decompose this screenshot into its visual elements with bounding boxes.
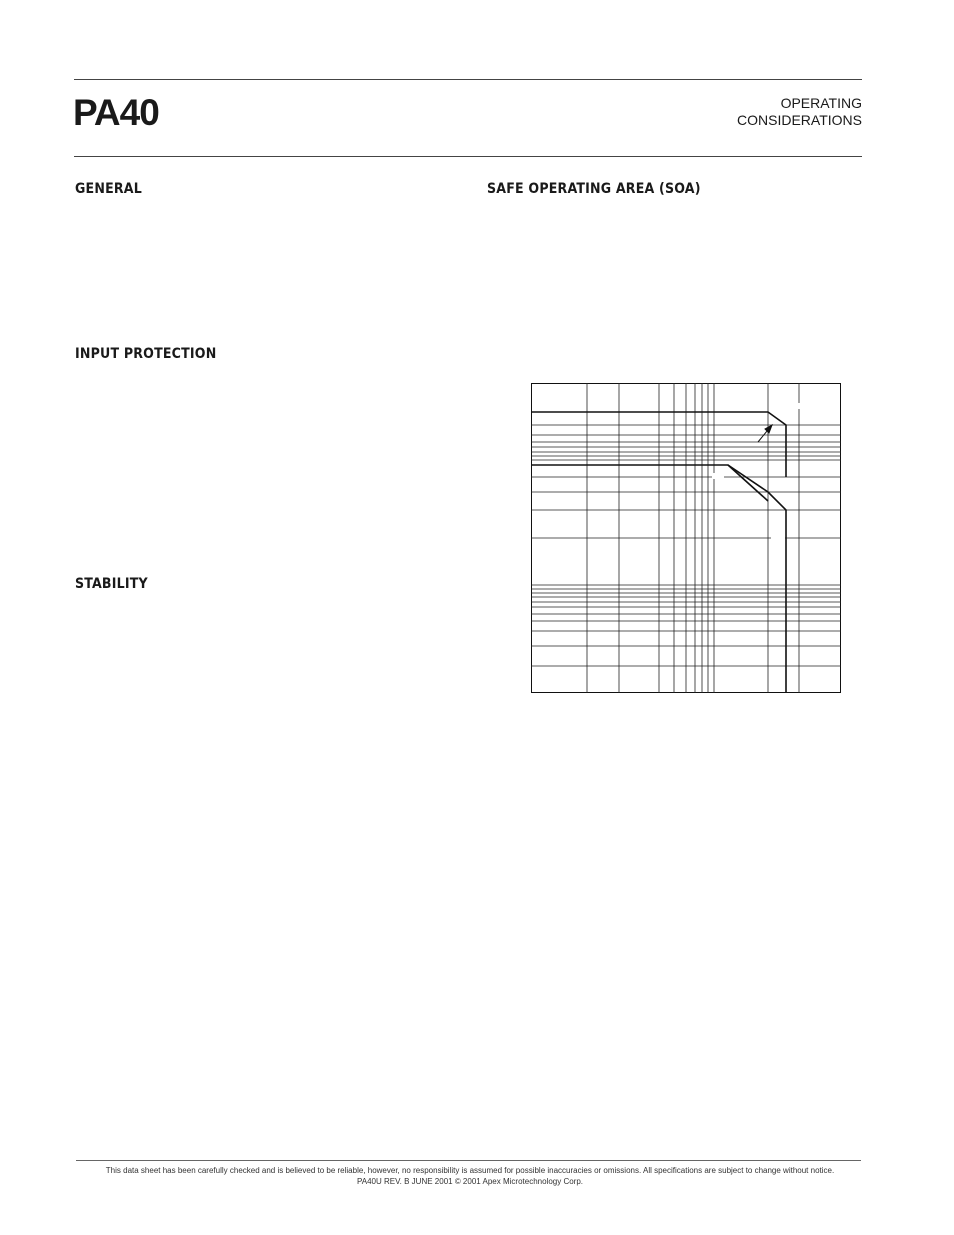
soa-chart-boundary-curves (531, 412, 786, 693)
heading-input-protection: INPUT PROTECTION (75, 346, 217, 362)
heading-general: GENERAL (75, 181, 142, 197)
section-title-line-1: OPERATING (780, 95, 862, 111)
section-title-line-2: CONSIDERATIONS (737, 112, 862, 128)
header-top-rule (74, 79, 862, 80)
soa-chart-annotation-arrow (758, 425, 772, 442)
heading-stability: STABILITY (75, 576, 148, 592)
footer-disclaimer: This data sheet has been carefully checked and is believed to be reliable, however, no responsibility is assumed for possible inaccuracies or omissions. All specifications are subject to change without notice. (105, 1166, 835, 1175)
soa-chart-label-gaps (712, 403, 803, 539)
soa-chart (531, 383, 842, 694)
section-title (737, 95, 862, 129)
part-number-title: PA40 (73, 92, 159, 133)
soa-chart-gridlines (531, 383, 841, 693)
footer-revision: PA40U REV. B JUNE 2001 © 2001 Apex Microtechnology Corp. (356, 1177, 583, 1186)
footer-rule (76, 1160, 861, 1161)
header-bottom-rule (74, 156, 862, 157)
heading-safe-operating-area: SAFE OPERATING AREA (SOA) (487, 181, 701, 197)
